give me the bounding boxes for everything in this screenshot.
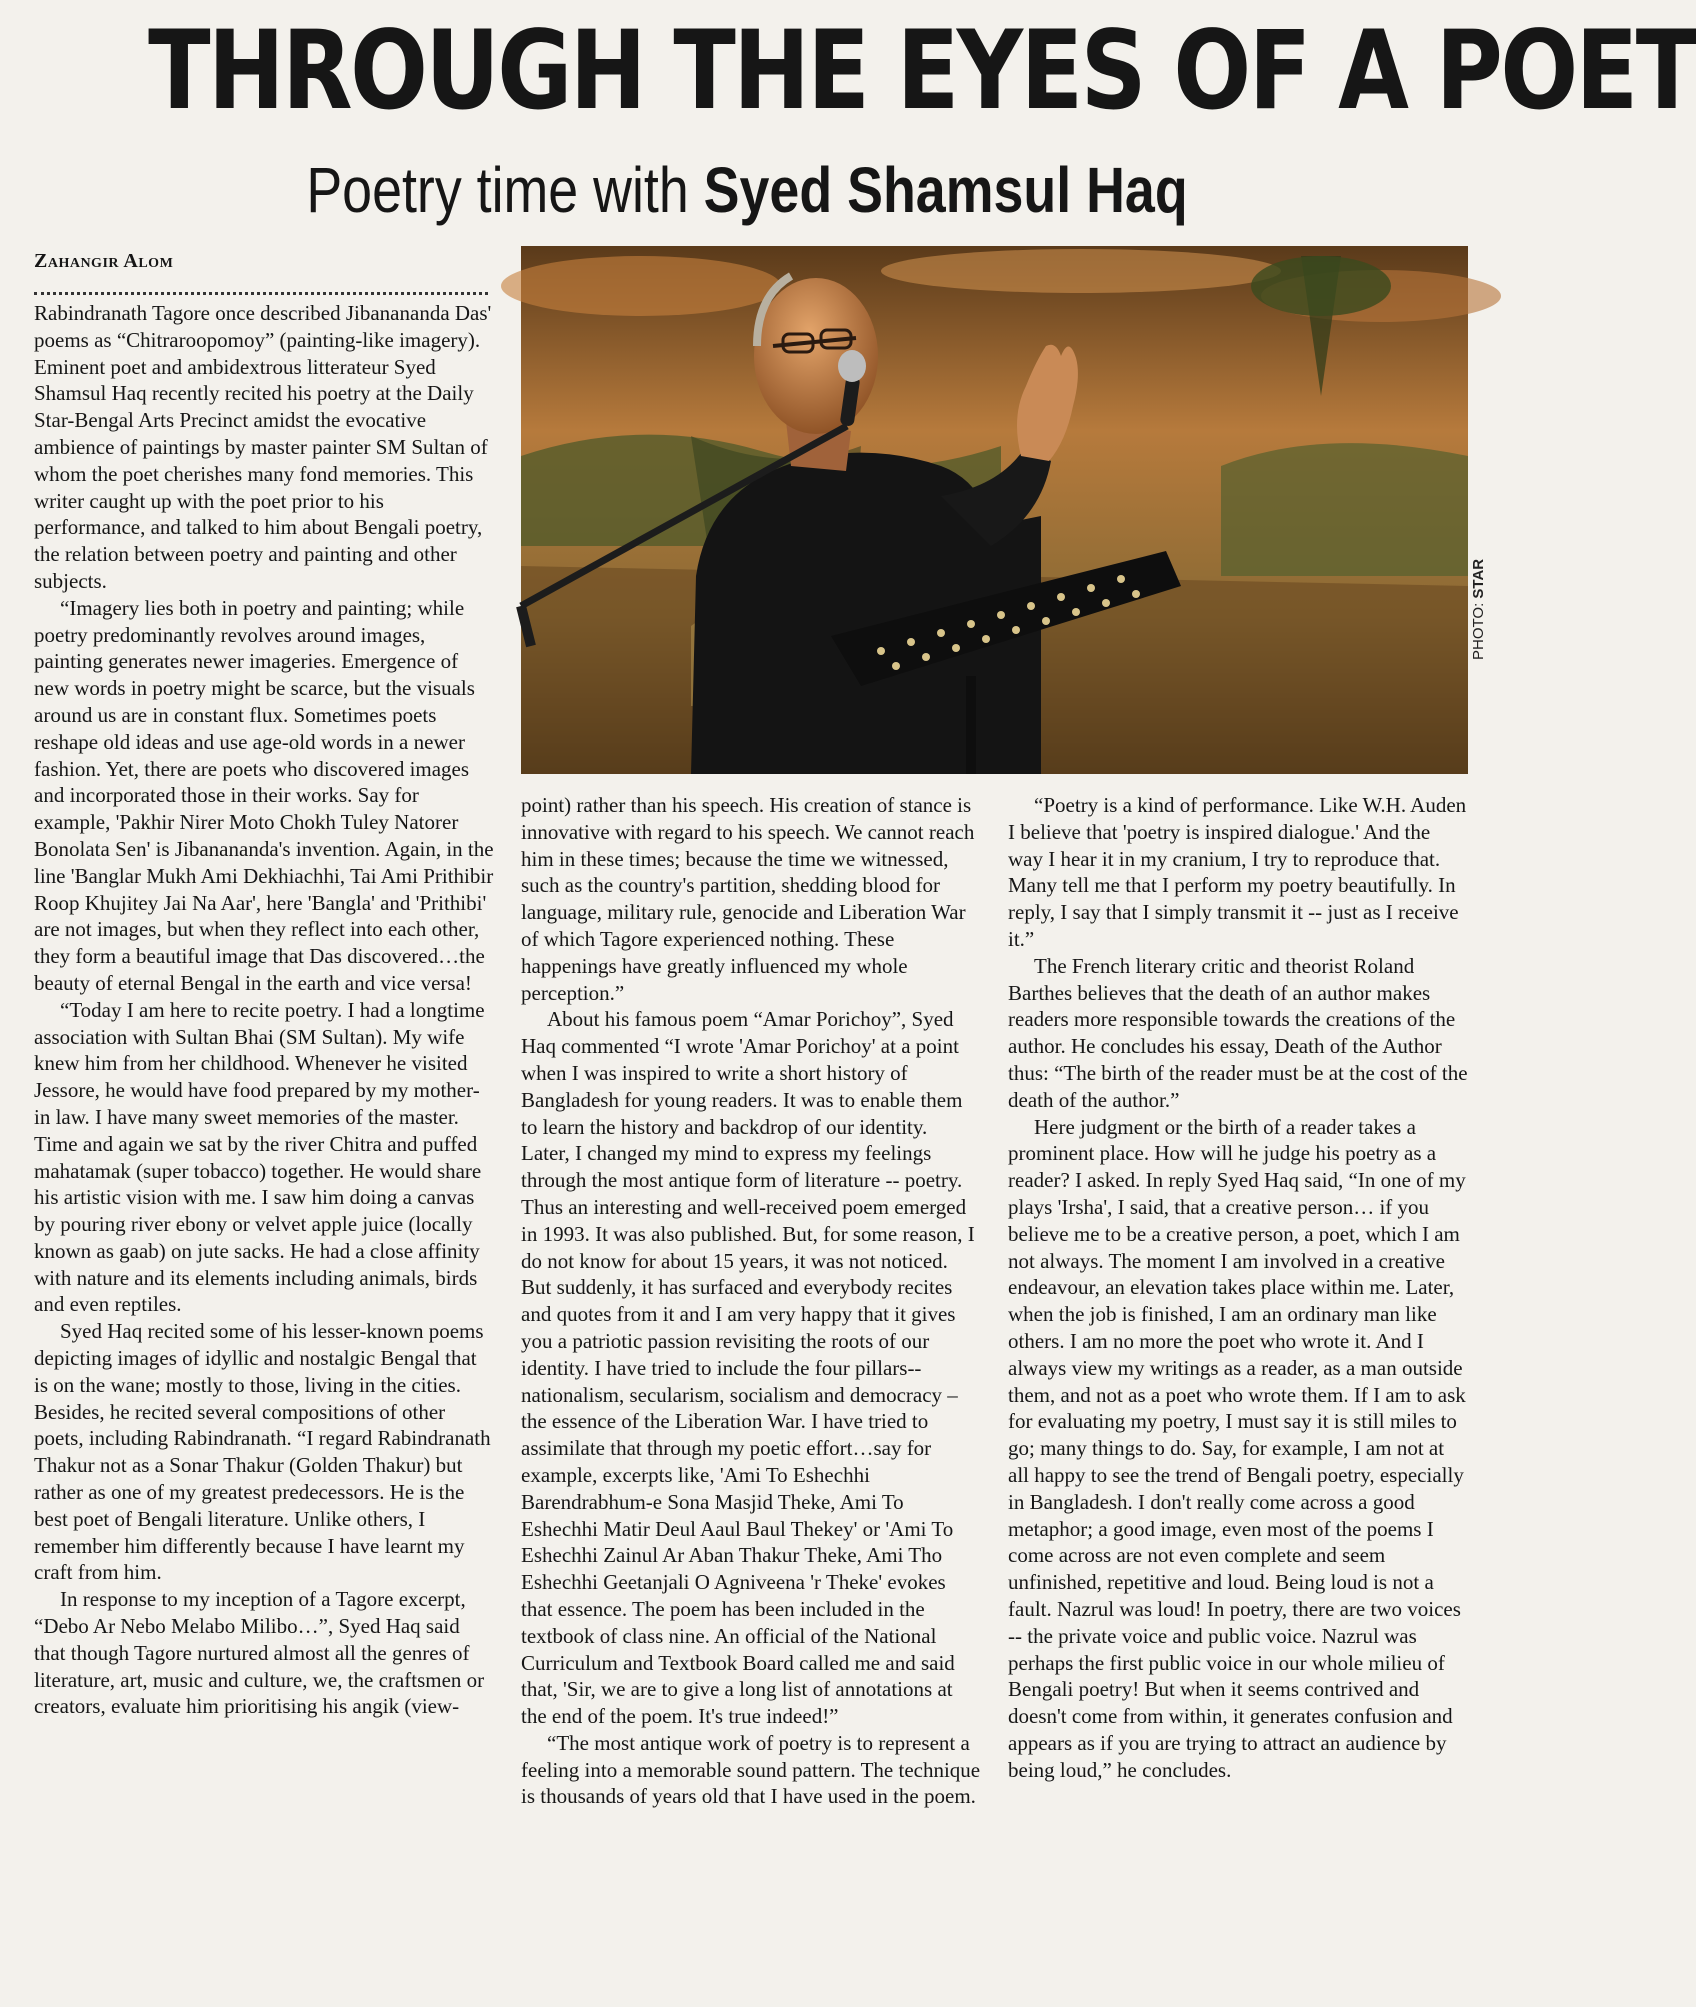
paragraph: About his famous poem “Amar Porichoy”, Syed Haq commented “I wrote 'Amar Porichoy' at a point when I was inspired to write a short history of Bangladesh for young readers. It was to enable them to learn the history and backdrop of our identity. Later, I changed my mind to express my feelings through the most antique form of literature -- poetry. Thus an interesting and well-received poem emerged in 1993. It was also published. But, for some reason, I do not know for about 15 years, it was not noticed. But suddenly, it has surfaced and everybody recites and quotes from it and I am very happy that it gives you a patriotic passion revisiting the roots of our identity. I have tried to include the four pillars--nationalism, secularism, socialism and democracy – the essence of the Liberation War. I have tried to assimilate that through my poetic effort…say for example, excerpts like, 'Ami To Eshechhi Barendrabhum-e Sona Masjid Theke, Ami To Eshechhi Matir Deul Aaul Baul Thekey' or 'Ami To Eshechhi Zainul Ar Aban Thakur Theke, Ami Tho Eshechhi Geetanjali O Agniveena 'r Theke' evokes that essence. The poem has been included in the textbook of class nine. An official of the National Curriculum and Textbook Board called me and said that, 'Sir, we are to give a long list of annotations at the end of the poem. It's true indeed!”	[521, 1007, 975, 1729]
photo-credit-source: STAR	[1470, 558, 1487, 599]
paragraph: Syed Haq recited some of his lesser-known poems depicting images of idyllic and nostalgic Bengal that is on the wane; mostly to those, living in the cities. Besides, he recited several compositions of other poets, including Rabindranath. “I regard Rabindranath Thakur not as a Sonar Thakur (Golden Thakur) but rather as one of my greatest predecessors. He is the best poet of Bengali literature. Unlike others, I remember him differently because I have learnt my craft from him.	[34, 1319, 491, 1585]
byline: Zahangir Alom	[34, 250, 174, 272]
paragraph: “Poetry is a kind of performance. Like W.H. Auden I believe that 'poetry is inspired dialogue.' And the way I hear it in my cranium, I try to reproduce that. Many tell me that I perform my poetry beautifully. In reply, I say that I simply transmit it -- just as I receive it.”	[1008, 793, 1467, 951]
subheadline-prefix: Poetry time with	[306, 154, 704, 226]
subheadline	[148, 150, 1346, 230]
article-column-1	[34, 300, 494, 1982]
subheadline-name: Syed Shamsul Haq	[703, 154, 1188, 226]
paragraph: In response to my inception of a Tagore excerpt, “Debo Ar Nebo Melabo Milibo…”, Syed Haq said that though Tagore nurtured almost all the genres of literature, art, music and culture, we, the craftsmen or creators, evaluate him prioritising his angik (view-	[34, 1587, 485, 1719]
paragraph: point) rather than his speech. His creation of stance is innovative with regard to his speech. We cannot reach him in these times; because the time we witnessed, such as the country's partition, shedding blood for language, military rule, genocide and Liberation War of which Tagore experienced nothing. These happenings have greatly influenced my whole perception.”	[521, 793, 975, 1005]
photo-credit	[1470, 550, 1490, 660]
poet-reciting-photo	[521, 246, 1468, 774]
paragraph: “Imagery lies both in poetry and painting; while poetry predominantly revolves around images, painting generates newer imageries. Emergence of new words in poetry might be scarce, but the visuals around us are in constant flux. Sometimes poets reshape old ideas and use age-old words in a newer fashion. Yet, there are poets who discovered images and incorporated those in their works. Say for example, 'Pakhir Nirer Moto Chokh Tuley Natorer Bonolata Sen' is Jibanananda's invention. Again, in the line 'Banglar Mukh Ami Dekhiachhi, Tai Ami Prithibir Roop Khujitey Jai Na Aar', here 'Bangla' and 'Prithibi' are not images, but when they reflect into each other, they form a beautiful image that Das discovered…the beauty of eternal Bengal in the earth and vice versa!	[34, 595, 494, 995]
paragraph: Here judgment or the birth of a reader takes a prominent place. How will he judge his poetry as a reader? I asked. In reply Syed Haq said, “In one of my plays 'Irsha', I said, that a creative person… if you believe me to be a creative person, a poet, which I am not always. The moment I am involved in a creative endeavour, an elevation takes place within me. Later, when the job is finished, I am an ordinary man like others. I am no more the poet who wrote it. And I always view my writings as a reader, as a man outside them, and not as a poet who wrote them. If I am to ask for evaluating my poetry, I must say it is still miles to go; many things to do. Say, for example, I am not at all happy to see the trend of Bengali poetry, especially in Bangladesh. I don't really come across a good metaphor; a good image, even most of the poems I come across are not even complete and seem unfinished, repetitive and loud. Being loud is not a fault. Nazrul was loud! In poetry, there are two voices -- the private voice and public voice. Nazrul was perhaps the first public voice in our whole milieu of Bengali poetry! But when it seems contrived and doesn't come from within, it generates confusion and appears as if you are trying to attract an audience by being loud,” he concludes.	[1008, 1114, 1466, 1782]
photo-credit-label: PHOTO:	[1470, 598, 1487, 660]
headline: THROUGH THE EYES OF A POET	[148, 7, 1696, 134]
article-column-2	[521, 792, 981, 1982]
paragraph: The French literary critic and theorist Roland Barthes believes that the death of an author makes readers more responsible towards the creations of the author. He concludes his essay, Death of the Author thus: “The birth of the reader must be at the cost of the death of the author.”	[1008, 953, 1468, 1112]
paragraph: Rabindranath Tagore once described Jibanananda Das' poems as “Chitraroopomoy” (painting-like imagery). Eminent poet and ambidextrous litterateur Syed Shamsul Haq recently recited his poetry at the Daily Star-Bengal Arts Precinct amidst the evocative ambience of paintings by master painter SM Sultan of whom the poet cherishes many fond memories. This writer caught up with the poet prior to his performance, and talked to him about Bengali poetry, the relation between poetry and painting and other subjects.	[34, 301, 492, 593]
byline-divider	[34, 292, 488, 295]
photo-illustration	[521, 246, 1468, 774]
article-column-3	[1008, 792, 1468, 1982]
paragraph: “Today I am here to recite poetry. I had a longtime association with Sultan Bhai (SM Sultan). My wife knew him from her childhood. Whenever he visited Jessore, he would have food prepared by my mother-in law. I have many sweet memories of the master. Time and again we sat by the river Chitra and puffed mahatamak (super tobacco) together. He would share his artistic vision with me. I saw him doing a canvas by pouring river ebony or velvet apple juice (locally known as gaab) on jute sacks. He had a close affinity with nature and its elements including animals, birds and even reptiles.	[34, 997, 485, 1317]
paragraph: “The most antique work of poetry is to represent a feeling into a memorable sound pattern. The technique is thousands of years old that I have used in the poem.	[521, 1730, 981, 1809]
